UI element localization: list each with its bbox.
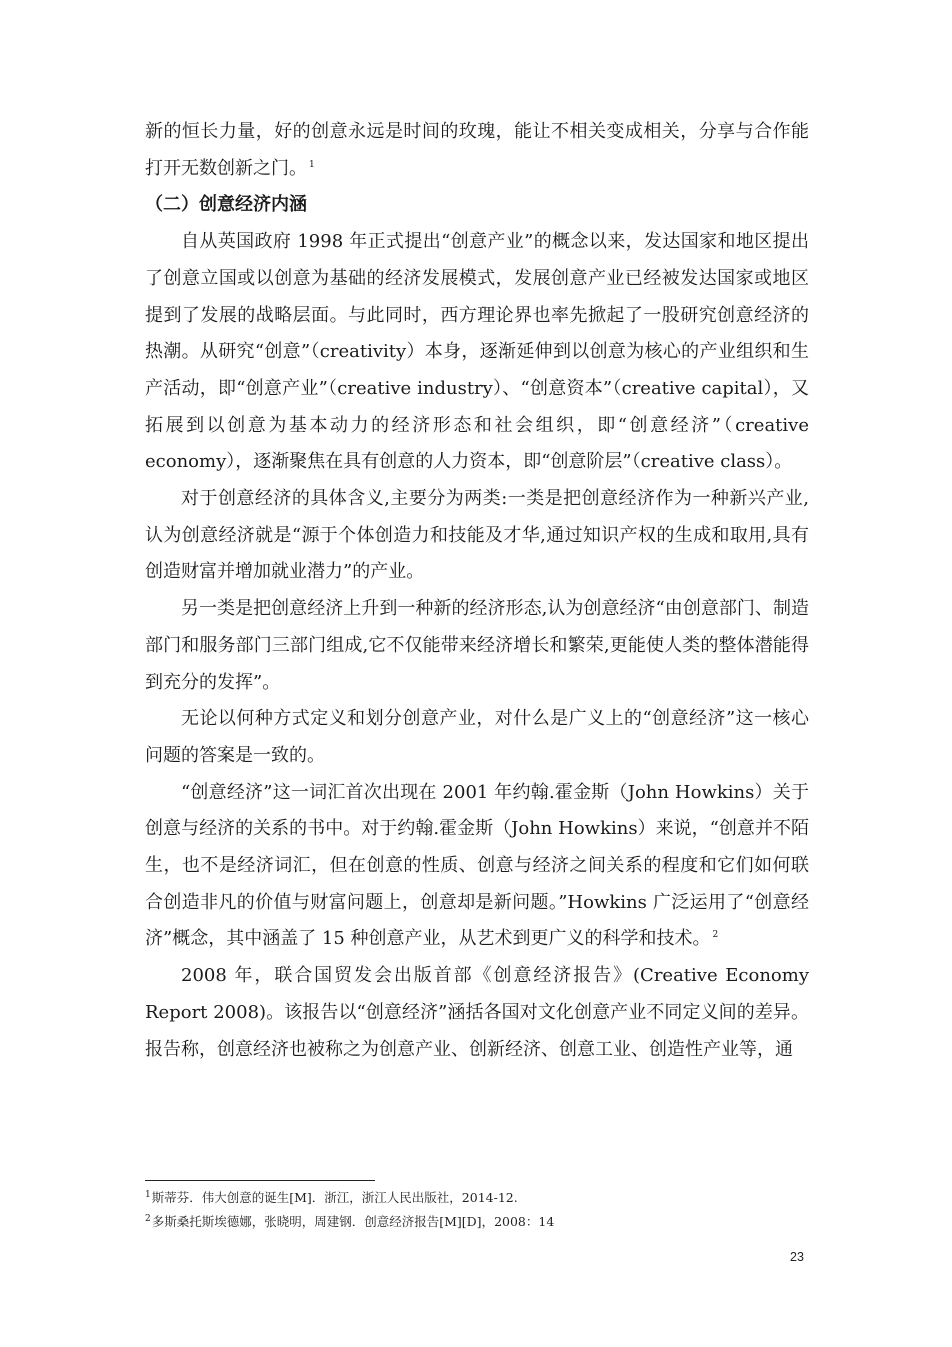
footnote-2 [145, 1210, 809, 1234]
footnote-divider [145, 1180, 375, 1181]
paragraph-5 [145, 775, 809, 959]
footnote-text: 斯蒂芬．伟大创意的诞生[M]．浙江，浙江人民出版社，2014-12. [151, 1190, 518, 1205]
paragraph-text: 新的恒长力量，好的创意永远是时间的玫瑰，能让不相关变成相关，分享与合作能打开无数创新之门。 [145, 121, 809, 179]
body-text [145, 114, 809, 1068]
paragraph-2: 对于创意经济的具体含义,主要分为两类:一类是把创意经济作为一种新兴产业,认为创意经济就是“源于个体创造力和技能及才华,通过知识产权的生成和取用,具有创造财富并增加就业潜力”的产业。 [145, 488, 809, 583]
footnote-text: 多斯桑托斯埃德娜，张晓明，周建钢．创意经济报告[M][D]，2008：14 [151, 1214, 555, 1229]
paragraph-3: 另一类是把创意经济上升到一种新的经济形态,认为创意经济“由创意部门、制造部门和服务部门三部门组成,它不仅能带来经济增长和繁荣,更能使人类的整体潜能得到充分的发挥”。 [145, 598, 809, 693]
footnote-mark: 1 [145, 1189, 151, 1200]
footnote-mark: 2 [145, 1213, 151, 1224]
footnotes [145, 1186, 809, 1234]
page-number: 23 [790, 1250, 804, 1264]
paragraph-text: “创意经济”这一词汇首次出现在 2001 年约翰.霍金斯（John Howkins）关于创意与经济的关系的书中。对于约翰.霍金斯（John Howkins）来说，“创意并不陌生，也不是经济词汇，但在创意的性质、创意与经济之间关系的程度和它们如何联合创造非凡的价值与财富问题上，创意却是新问题。”Howkins 广泛运用了“创意经济”概念，其中涵盖了 15 种创意产业，从艺术到更广义的科学和技术。 [145, 781, 809, 950]
paragraph-1: 自从英国政府 1998 年正式提出“创意产业”的概念以来，发达国家和地区提出了创意立国或以创意为基础的经济发展模式，发展创意产业已经被发达国家或地区提到了发展的战略层面。与此同时，西方理论界也率先掀起了一股研究创意经济的热潮。从研究“创意”（creativity）本身，逐渐延伸到以创意为核心的产业组织和生产活动，即“创意产业”（creative industry）、“创意资本”（creative capital），又拓展到以创意为基本动力的经济形态和社会组织，即“创意经济”（creative economy），逐渐聚焦在具有创意的人力资本，即“创意阶层”（creative class）。 [145, 231, 809, 473]
paragraph-6: 2008 年，联合国贸发会出版首部《创意经济报告》(Creative Economy Report 2008)。该报告以“创意经济”涵括各国对文化创意产业不同定义间的差异。报告称，创意经济也被称之为创意产业、创新经济、创意工业、创造性产业等，通 [145, 965, 809, 1060]
paragraph-continued [145, 114, 809, 187]
paragraph-4: 无论以何种方式定义和划分创意产业，对什么是广义上的“创意经济”这一核心问题的答案是一致的。 [145, 708, 809, 766]
footnote-ref-2: 2 [712, 930, 719, 941]
footnote-ref-1: 1 [309, 159, 315, 170]
footnote-1 [145, 1186, 809, 1210]
section-heading: （二）创意经济内涵 [145, 194, 307, 216]
